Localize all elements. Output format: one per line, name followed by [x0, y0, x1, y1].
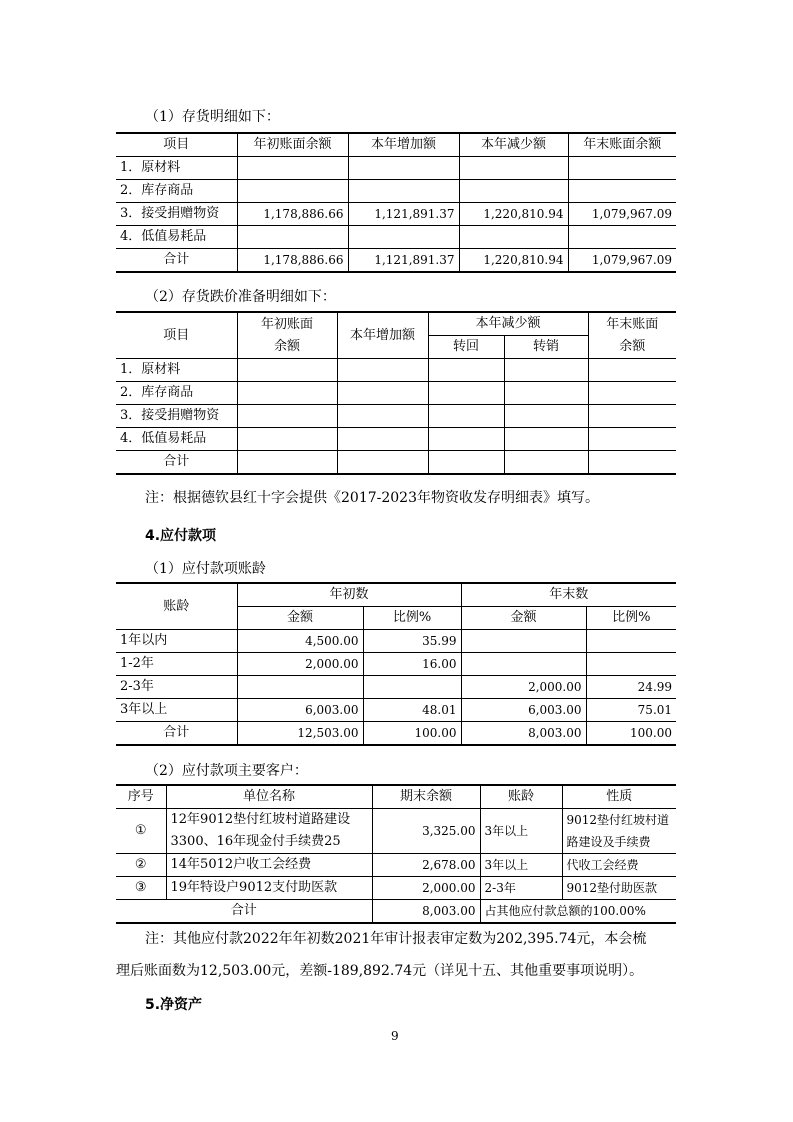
table-header-row: [116, 583, 676, 607]
nature-line: 路建设及手续费: [566, 835, 651, 849]
row-label: 4．低值易耗品: [116, 428, 237, 451]
table-header-row: [116, 133, 676, 157]
row-label: 3．接受捐赠物资: [116, 405, 237, 428]
payables-customers-caption: （2）应付款项主要客户：: [145, 763, 308, 779]
header-cell: 单位名称: [166, 785, 372, 809]
end-balance: 3,325.00: [372, 809, 480, 854]
cell: [459, 180, 568, 203]
inventory-table: [116, 132, 676, 273]
cell: [459, 157, 568, 180]
row-number: ②: [116, 854, 166, 877]
payables-aging-table: [116, 582, 676, 746]
cell: [428, 359, 504, 382]
unit-name: 19年特设户9012支付助医款: [166, 877, 372, 900]
cell: 1,121,891.37: [348, 203, 459, 226]
cell: 6,003.00: [237, 699, 363, 722]
table-row: [116, 382, 676, 405]
header-cell: 账龄: [116, 583, 237, 630]
cell: [237, 180, 348, 203]
nature: [562, 809, 676, 854]
cell: [237, 157, 348, 180]
header-cell: 转回: [428, 336, 504, 359]
cell: [348, 226, 459, 249]
cell: [586, 653, 676, 676]
cell: 1,220,810.94: [459, 203, 568, 226]
total-note: 占其他应付款总额的100.00%: [480, 900, 676, 924]
cell: 1,121,891.37: [348, 249, 459, 273]
cell: 35.99: [363, 630, 461, 653]
cell: 1,079,967.09: [568, 249, 676, 273]
aging: 3年以上: [480, 854, 562, 877]
cell: [461, 653, 586, 676]
inventory-note: 注：根据德钦县红十字会提供《2017-2023年物资收发存明细表》填写。: [145, 490, 599, 506]
cell: [568, 180, 676, 203]
header-line: 余额: [273, 338, 300, 354]
aging: 3年以上: [480, 809, 562, 854]
row-label: 2．库存商品: [116, 382, 237, 405]
cell: [348, 180, 459, 203]
cell: [504, 405, 588, 428]
cell: [337, 405, 428, 428]
cell: 2,000.00: [461, 676, 586, 699]
table-row: [116, 653, 676, 676]
cell: [588, 451, 676, 475]
row-label: 2．库存商品: [116, 180, 237, 203]
table-row: [116, 877, 676, 900]
end-balance: 2,000.00: [372, 877, 480, 900]
page-number: 9: [391, 1029, 399, 1043]
header-line: 年初账面: [260, 316, 313, 332]
cell: [237, 226, 348, 249]
row-label: 1．原材料: [116, 157, 237, 180]
table-total-row: [116, 249, 676, 273]
table-row: [116, 630, 676, 653]
header-cell: 比例%: [363, 607, 461, 630]
table-row: [116, 428, 676, 451]
cell: 16.00: [363, 653, 461, 676]
table-row: [116, 699, 676, 722]
cell: [588, 405, 676, 428]
header-cell: 项目: [116, 133, 237, 157]
unit-name: [166, 809, 372, 854]
cell: 100.00: [586, 722, 676, 746]
header-cell: 本年增加额: [348, 133, 459, 157]
row-label: 合计: [116, 722, 237, 746]
nature: 9012垫付助医款: [562, 877, 676, 900]
header-cell: 本年减少额: [428, 312, 588, 336]
payables-note-line-1: 注：其他应付款2022年年初数2021年审计报表审定数为202,395.74元，本会梳: [145, 931, 647, 947]
row-number: ③: [116, 877, 166, 900]
row-label: 1．原材料: [116, 359, 237, 382]
header-cell: 序号: [116, 785, 166, 809]
cell: [504, 428, 588, 451]
header-cell: 年末账面余额: [568, 133, 676, 157]
header-cell: 项目: [116, 312, 237, 359]
row-label: 1年以内: [116, 630, 237, 653]
header-cell: 年初账面余额: [237, 133, 348, 157]
cell: [588, 428, 676, 451]
cell: [237, 405, 337, 428]
cell: [504, 359, 588, 382]
header-cell: 金额: [461, 607, 586, 630]
header-cell: [588, 312, 676, 359]
inventory-caption: （1）存货明细如下：: [145, 109, 280, 125]
nature-line: 9012垫付红坡村道: [566, 813, 670, 827]
table-row: [116, 180, 676, 203]
table-row: [116, 157, 676, 180]
table-row: [116, 854, 676, 877]
total-amount: 8,003.00: [372, 900, 480, 924]
header-cell: 性质: [562, 785, 676, 809]
row-label: 合计: [116, 451, 237, 475]
cell: [504, 451, 588, 475]
header-line: 年末账面: [606, 316, 659, 332]
unit-name: 14年5012户收工会经费: [166, 854, 372, 877]
cell: 2,000.00: [237, 653, 363, 676]
table-total-row: [116, 900, 676, 924]
table-row: [116, 226, 676, 249]
header-line: 余额: [619, 338, 646, 354]
row-number: ①: [116, 809, 166, 854]
row-label: 合计: [116, 249, 237, 273]
cell: [459, 226, 568, 249]
header-cell: 年末数: [461, 583, 676, 607]
table-row: [116, 359, 676, 382]
header-cell: 账龄: [480, 785, 562, 809]
cell: [237, 451, 337, 475]
cell: [588, 382, 676, 405]
table-total-row: [116, 451, 676, 475]
payables-customers-table: [116, 784, 676, 924]
cell: [237, 382, 337, 405]
header-cell: 转销: [504, 336, 588, 359]
cell: 12,503.00: [237, 722, 363, 746]
cell: [348, 157, 459, 180]
unit-name-line: 3300、16年现金付手续费25: [170, 834, 341, 849]
header-cell: 金额: [237, 607, 363, 630]
header-cell: 期末余额: [372, 785, 480, 809]
end-balance: 2,678.00: [372, 854, 480, 877]
aging: 2-3年: [480, 877, 562, 900]
cell: [237, 359, 337, 382]
cell: 48.01: [363, 699, 461, 722]
cell: 24.99: [586, 676, 676, 699]
cell: [428, 405, 504, 428]
cell: 1,178,886.66: [237, 249, 348, 273]
cell: [428, 451, 504, 475]
section-heading-net-assets: 5.净资产: [145, 997, 203, 1013]
cell: [428, 382, 504, 405]
table-row: [116, 405, 676, 428]
nature: 代收工会经费: [562, 854, 676, 877]
table-total-row: [116, 722, 676, 746]
table-row: [116, 809, 676, 854]
cell: [237, 428, 337, 451]
header-cell: 年初数: [237, 583, 461, 607]
cell: 75.01: [586, 699, 676, 722]
cell: [568, 157, 676, 180]
header-cell: 比例%: [586, 607, 676, 630]
cell: 1,220,810.94: [459, 249, 568, 273]
cell: 4,500.00: [237, 630, 363, 653]
cell: 1,079,967.09: [568, 203, 676, 226]
impairment-caption: （2）存货跌价准备明细如下：: [145, 289, 336, 305]
cell: 100.00: [363, 722, 461, 746]
table-header-row: [116, 785, 676, 809]
table-row: [116, 203, 676, 226]
cell: [363, 676, 461, 699]
cell: [428, 428, 504, 451]
row-label: 2-3年: [116, 676, 237, 699]
header-cell: 本年增加额: [337, 312, 428, 359]
header-cell: [237, 312, 337, 359]
cell: [568, 226, 676, 249]
cell: [337, 428, 428, 451]
cell: [337, 451, 428, 475]
row-label: 1-2年: [116, 653, 237, 676]
cell: [461, 630, 586, 653]
header-cell: 本年减少额: [459, 133, 568, 157]
unit-name-line: 12年9012垫付红坡村道路建设: [170, 812, 351, 827]
cell: [588, 359, 676, 382]
section-heading-payables: 4.应付款项: [145, 528, 217, 544]
cell: 8,003.00: [461, 722, 586, 746]
table-header-row: [116, 312, 676, 336]
cell: [586, 630, 676, 653]
cell: 6,003.00: [461, 699, 586, 722]
payables-note-line-2: 理后账面数为12,503.00元，差额-189,892.74元（详见十五、其他重要事项说明）。: [116, 963, 644, 979]
row-label: 3年以上: [116, 699, 237, 722]
cell: [504, 382, 588, 405]
table-row: [116, 676, 676, 699]
impairment-table: [116, 311, 676, 475]
row-label: 3．接受捐赠物资: [116, 203, 237, 226]
cell: [337, 359, 428, 382]
cell: [337, 382, 428, 405]
row-label: 4．低值易耗品: [116, 226, 237, 249]
payables-aging-caption: （1）应付款项账龄: [145, 561, 266, 577]
cell: [237, 676, 363, 699]
total-label: 合计: [116, 900, 372, 924]
cell: 1,178,886.66: [237, 203, 348, 226]
